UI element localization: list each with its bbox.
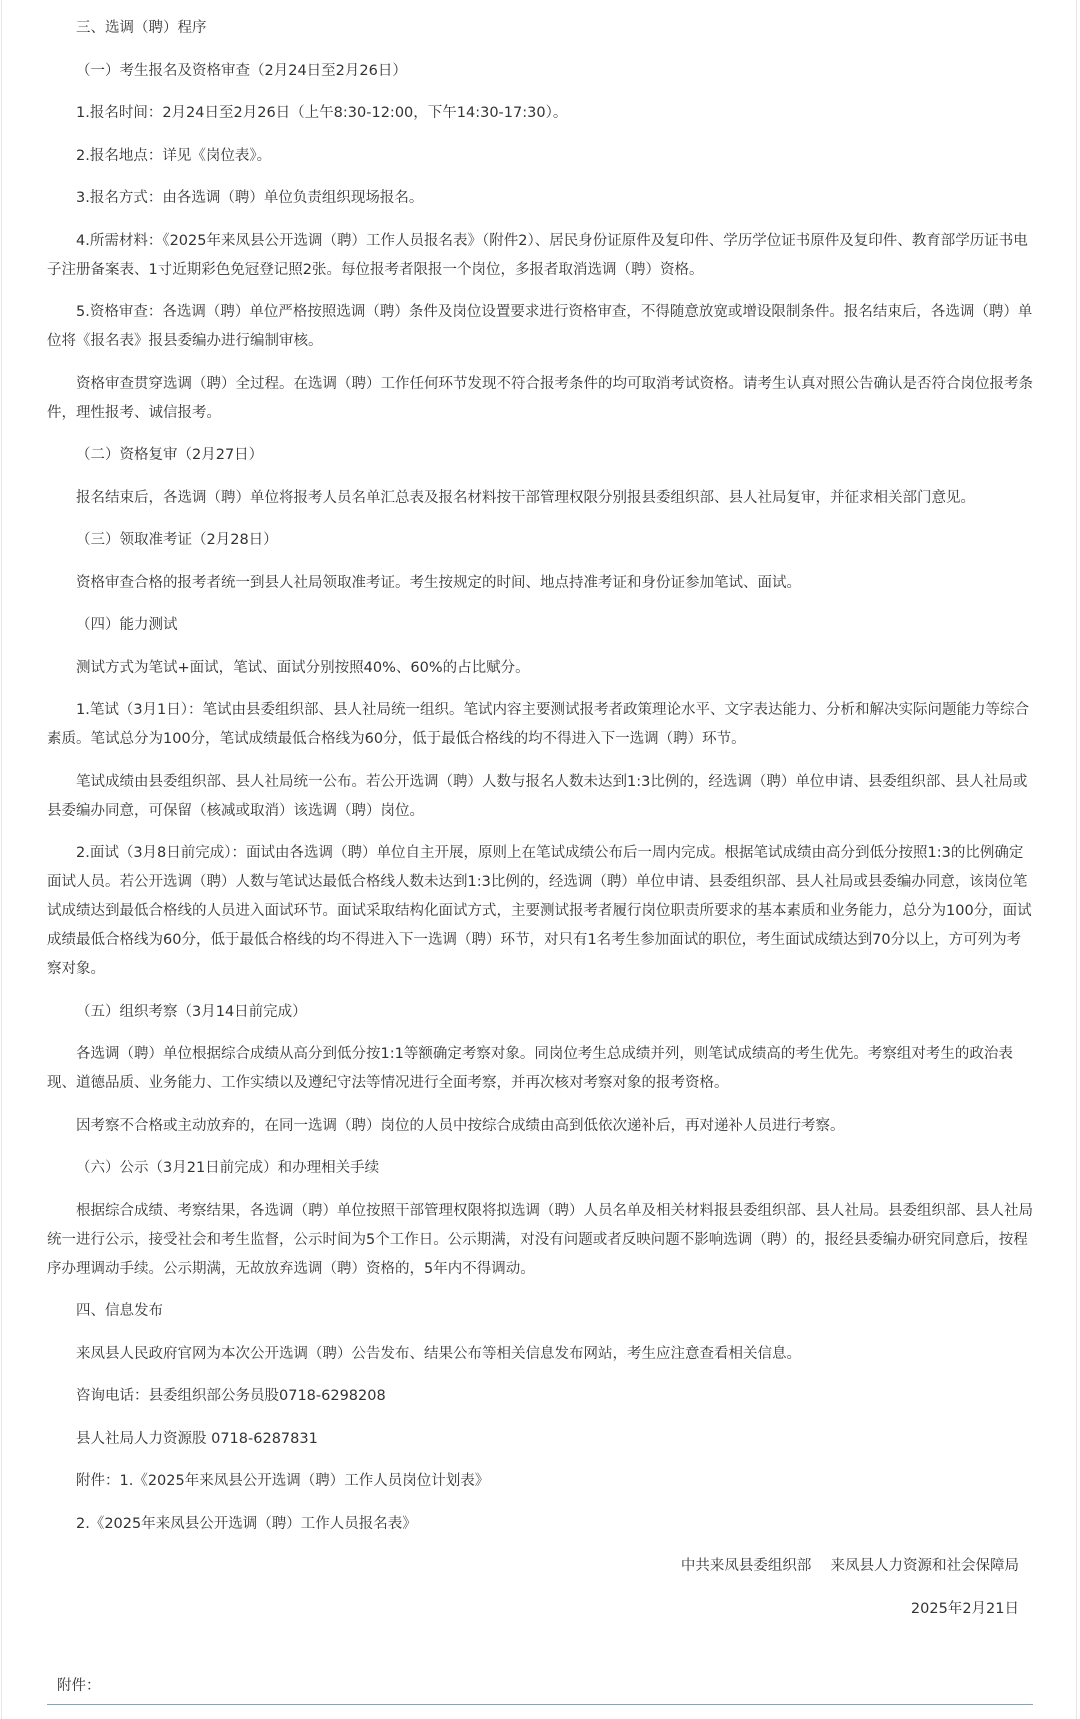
- paragraph-publicity: 根据综合成绩、考察结果，各选调（聘）单位按照干部管理权限将拟选调（聘）人员名单及相关材料报县委组织部、县人社局。县委组织部、县人社局统一进行公示，接受社会和考生监督，公示时间为5个工作日。公示期满，对没有问题或者反映问题不影响选调（聘）的，报经县委编办研究同意后，按程序办理调动手续。公示期满，无故放弃选调（聘）资格的，5年内不得调动。: [47, 1202, 1033, 1277]
- paragraph-registration-time: 1.报名时间：2月24日至2月26日（上午8:30-12:00，下午14:30-17:30）。: [76, 105, 568, 121]
- paragraph-info-release: 来凤县人民政府官网为本次公开选调（聘）公告发布、结果公布等相关信息发布网站，考生应注意查看相关信息。: [76, 1345, 801, 1362]
- paragraph-review-throughout: 资格审查贯穿选调（聘）全过程。在选调（聘）工作任何环节发现不符合报考条件的均可取消考试资格。请考生认真对照公告确认是否符合岗位报考条件，理性报考、诚信报考。: [47, 375, 1033, 421]
- subsection-heading-inspection: （五）组织考察（3月14日前完成）: [76, 1003, 307, 1020]
- paragraph-attachment-2: 2.《2025年来凤县公开选调（聘）工作人员报名表》: [76, 1515, 417, 1532]
- paragraph-required-materials: 4.所需材料：《2025年来凤县公开选调（聘）工作人员报名表》（附件2）、居民身份证原件及复印件、学历学位证书原件及复印件、教育部学历证书电子注册备案表、1寸近期彩色免冠登记照2张。每位报考者限报一个岗位，多报者取消选调（聘）资格。: [47, 232, 1028, 278]
- article-body: [47, 14, 1033, 1637]
- paragraph-re-review: 报名结束后，各选调（聘）单位将报考人员名单汇总表及报名材料按干部管理权限分别报县委组织部、县人社局复审，并征求相关部门意见。: [76, 489, 975, 506]
- paragraph-attachment-1: 附件：1.《2025年来凤县公开选调（聘）工作人员岗位计划表》: [76, 1473, 490, 1489]
- subsection-heading-admission-ticket: （三）领取准考证（2月28日）: [76, 532, 278, 548]
- paragraph-registration-method: 3.报名方式：由各选调（聘）单位负责组织现场报名。: [76, 190, 424, 206]
- signature-issuers: 中共来凤县委组织部 来凤县人力资源和社会保障局: [680, 1558, 1019, 1574]
- section-heading-procedure: 三、选调（聘）程序: [76, 20, 207, 36]
- section-heading-info-release: 四、信息发布: [76, 1303, 163, 1319]
- paragraph-interview: 2.面试（3月8日前完成）：面试由各选调（聘）单位自主开展，原则上在笔试成绩公布后一周内完成。根据笔试成绩由高分到低分按照1:3的比例确定面试人员。若公开选调（聘）人数与笔试达最低合格线人数未达到1:3比例的，经选调（聘）单位申请、县委组织部、县人社局或县委编办同意，该岗位笔试成绩达到最低合格线的人员进入面试环节。面试采取结构化面试方式，主要测试报考者履行岗位职责所要求的基本素质和业务能力，总分为100分，面试成绩最低合格线为60分，低于最低合格线的均不得进入下一选调（聘）环节，对只有1名考生参加面试的职位，考生面试成绩达到70分以上，方可列为考察对象。: [47, 845, 1032, 977]
- attachments-divider: [47, 1704, 1033, 1705]
- paragraph-test-method: 测试方式为笔试+面试，笔试、面试分别按照40%、60%的占比赋分。: [76, 659, 530, 676]
- paragraph-written-results: 笔试成绩由县委组织部、县人社局统一公布。若公开选调（聘）人数与报名人数未达到1:3比例的，经选调（聘）单位申请、县委组织部、县人社局或县委编办同意，可保留（核减或取消）该选调（聘）岗位。: [47, 773, 1028, 819]
- paragraph-contact-phone-hr: 县人社局人力资源股 0718-6287831: [76, 1430, 318, 1447]
- subsection-heading-ability-test: （四）能力测试: [76, 617, 178, 633]
- attachments-section: [47, 1676, 1033, 1705]
- signature-date: 2025年2月21日: [910, 1600, 1019, 1617]
- attachments-label: 附件：: [57, 1678, 101, 1694]
- subsection-heading-publicity: （六）公示（3月21日前完成）和办理相关手续: [76, 1160, 380, 1176]
- paragraph-inspection-substitute: 因考察不合格或主动放弃的，在同一选调（聘）岗位的人员中按综合成绩由高到低依次递补后，再对递补人员进行考察。: [76, 1117, 845, 1134]
- paragraph-admission-ticket: 资格审查合格的报考者统一到县人社局领取准考证。考生按规定的时间、地点持准考证和身份证参加笔试、面试。: [76, 574, 801, 591]
- subsection-heading-re-review: （二）资格复审（2月27日）: [76, 447, 264, 463]
- paragraph-written-exam: 1.笔试（3月1日）：笔试由县委组织部、县人社局统一组织。笔试内容主要测试报考者政策理论水平、文字表达能力、分析和解决实际问题能力等综合素质。笔试总分为100分，笔试成绩最低合格线为60分，低于最低合格线的均不得进入下一选调（聘）环节。: [47, 702, 1030, 747]
- paragraph-inspection: 各选调（聘）单位根据综合成绩从高分到低分按1:1等额确定考察对象。同岗位考生总成绩并列，则笔试成绩高的考生优先。考察组对考生的政治表现、道德品质、业务能力、工作实绩以及遵纪守法等情况进行全面考察，并再次核对考察对象的报考资格。: [47, 1046, 1013, 1091]
- subsection-heading-registration: （一）考生报名及资格审查（2月24日至2月26日）: [76, 62, 407, 79]
- paragraph-qualification-review: 5.资格审查：各选调（聘）单位严格按照选调（聘）条件及岗位设置要求进行资格审查，不得随意放宽或增设限制条件。报名结束后，各选调（聘）单位将《报名表》报县委编办进行编制审核。: [47, 304, 1033, 349]
- paragraph-contact-phone-org: 咨询电话：县委组织部公务员股0718-6298208: [76, 1388, 386, 1404]
- paragraph-registration-location: 2.报名地点：详见《岗位表》。: [76, 147, 272, 164]
